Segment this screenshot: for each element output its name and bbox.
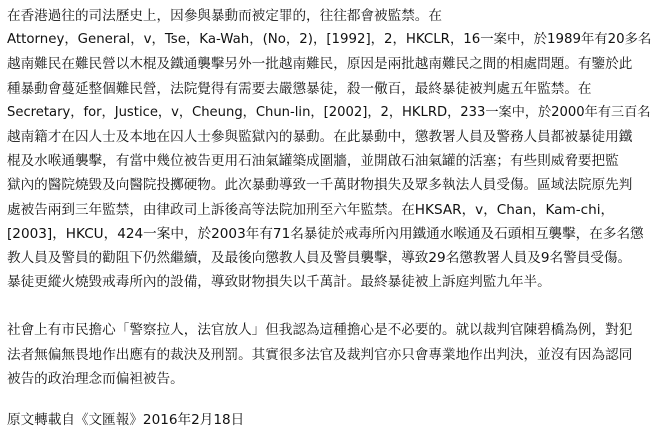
source-line: 原文轉載自《文匯報》2016年2月18日 (7, 412, 245, 429)
source-attribution (7, 408, 651, 432)
text-line: Attorney，General，v，Tse，Ka-Wah，(No，2)，[1992]，2，HKCLR，16一案中，於1989年有20多名 (7, 32, 652, 48)
paragraph-case-history (7, 4, 651, 294)
text-line: [2003]，HKCU，424一案中，於2003年有71名暴徒於戒毒所內用鐵通水喉通及石頭相互襲擊，在多名懲 (7, 225, 644, 242)
text-line: 教人員及警員的勸阻下仍然繼續，及最後向懲教人員及警員襲擊，導致29名懲教署人員及9名警員受傷。 (7, 250, 632, 267)
text-line: 被告的政治理念而偏袒被告。 (7, 370, 184, 387)
text-line: 在香港過往的司法歷史上，因參與暴動而被定罪的，往往都會被監禁。在 (7, 8, 442, 24)
text-line: 處被告兩到三年監禁，由律政司上訴後高等法院加刑至六年監禁。在HKSAR，v，Chan，Kam-chi， (7, 201, 615, 218)
text-line: 越南籍才在囚人士及本地在囚人士參與監獄內的暴動。在此暴動中，懲教署人員及警務人員都被暴徒用鐵 (7, 129, 633, 146)
text-line: 獄內的醫院燒毀及向醫院投擲硬物。此次暴動導致一千萬財物損失及眾多執法人員受傷。區域法院原先判 (7, 177, 633, 194)
article (7, 4, 651, 432)
paragraph-public-concern (7, 318, 651, 391)
paragraph-spacer (7, 391, 651, 408)
text-line: 棍及水喉通襲擊，有當中幾位被告更用石油氣罐築成圍牆，並開啟石油氣罐的活塞；有些則威脅要把監 (7, 153, 619, 170)
text-line: 社會上有市民擔心「警察拉人，法官放人」但我認為這種擔心是不必要的。就以裁判官陳碧橋為例，對犯 (7, 322, 633, 339)
paragraph-spacer (7, 294, 651, 318)
text-line: Secretary，for，Justice，v，Cheung，Chun-lin，[2002]，2，HKLRD，233一案中，於2000年有三百名 (7, 104, 651, 120)
text-line: 暴徒更縱火燒毀戒毒所內的設備，導致財物損失以千萬計。最終暴徒被上訴庭判監九年半。 (7, 274, 551, 291)
text-line: 法者無偏無畏地作出應有的裁決及刑罰。其實很多法官及裁判官亦只會專業地作出判決，並沒有因為認同 (7, 346, 633, 363)
text-line: 越南難民在難民營以木棍及鐵通襲擊另外一批越南難民，原因是兩批越南難民之間的相處問題。有鑒於此 (7, 56, 633, 73)
text-line: 種暴動會蔓延整個難民營，法院覺得有需要去嚴懲暴徒，殺一儆百，最終暴徒被判處五年監禁。在 (7, 80, 592, 97)
